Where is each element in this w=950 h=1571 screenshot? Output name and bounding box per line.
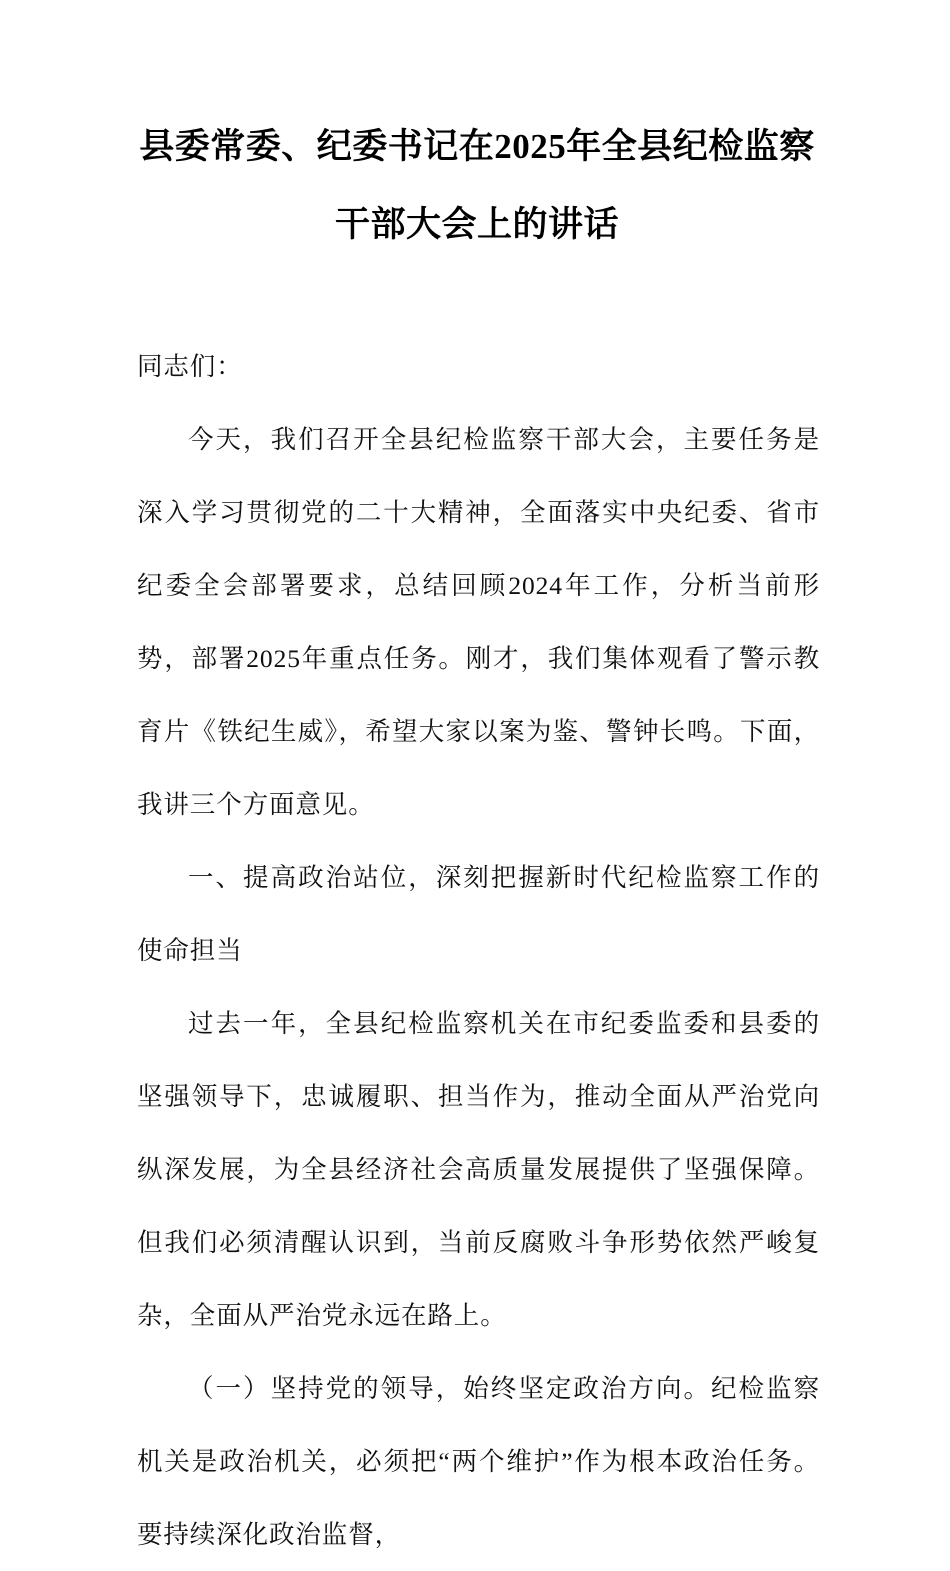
page-title: 县委常委、纪委书记在2025年全县纪检监察干部大会上的讲话 <box>139 127 815 244</box>
paragraph-opening: 今天，我们召开全县纪检监察干部大会，主要任务是深入学习贯彻党的二十大精神，全面落实中央纪委、省市纪委全会部署要求，总结回顾2024年工作，分析当前形势，部署2025年重点任务。刚才，我们集体观看了警示教育片《铁纪生威》，希望大家以案为鉴、警钟长鸣。下面，我讲三个方面意见。 <box>137 425 820 819</box>
paragraph-subsection-one: （一）坚持党的领导，始终坚定政治方向。纪检监察机关是政治机关，必须把“两个维护”作为根本政治任务。要持续深化政治监督， <box>137 1374 820 1549</box>
section-heading-one: 一、提高政治站位，深刻把握新时代纪检监察工作的使命担当 <box>137 863 820 965</box>
salutation: 同志们： <box>137 352 243 381</box>
paragraph-section-one-body: 过去一年，全县纪检监察机关在市纪委监委和县委的坚强领导下，忠诚履职、担当作为，推动全面从严治党向纵深发展，为全县经济社会高质量发展提供了坚强保障。但我们必须清醒认识到，当前反腐败斗争形势依然严峻复杂，全面从严治党永远在路上。 <box>137 1009 820 1330</box>
document-content <box>137 330 820 1571</box>
